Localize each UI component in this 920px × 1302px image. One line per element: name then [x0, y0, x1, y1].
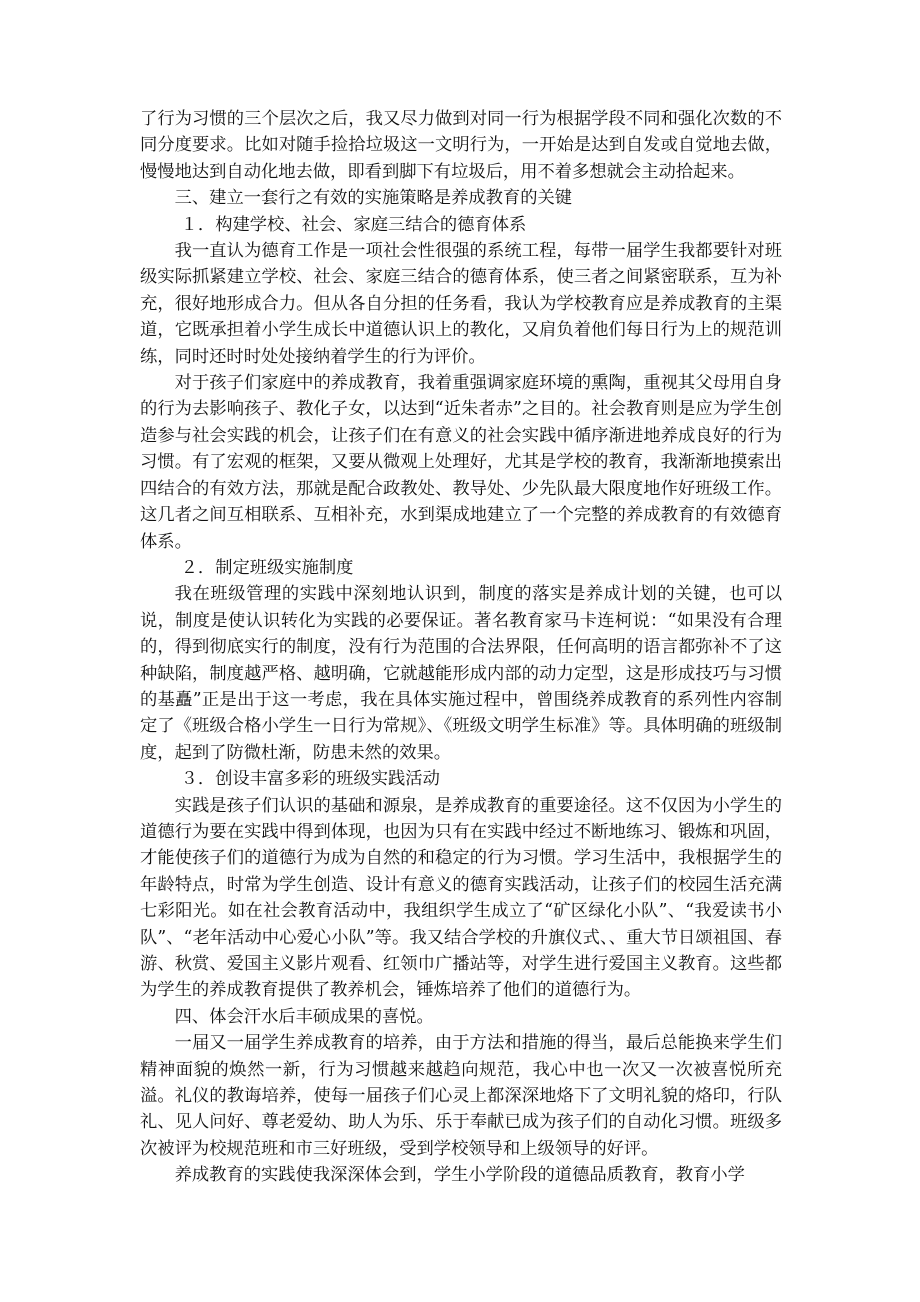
body-paragraph: 对于孩子们家庭中的养成教育，我着重强调家庭环境的熏陶，重视其父母用自身的行为去影响孩子、教化子女，以达到“近朱者赤”之目的。社会教育则是应为学生创造参与社会实践的机会，让孩子们在有意义的社会实践中循序渐进地养成良好的行为习惯。有了宏观的框架，又要从微观上处理好，尤其是学校的教育，我渐渐地摸索出四结合的有效方法，那就是配合政教处、教导处、少先队最大限度地作好班级工作。这几者之间互相联系、互相补充，水到渠成地建立了一个完整的养成教育的有效德育体系。 — [140, 373, 782, 552]
subheading-three: ３．创设丰富多彩的班级实践活动 — [180, 769, 440, 790]
body-paragraph: 一届又一届学生养成教育的培养，由于方法和措施的得当，最后总能换来学生们精神面貌的焕然一新，行为习惯越来越趋向规范，我心中也一次又一次被喜悦所充溢。礼仪的教诲培养，使每一届孩子们心灵上都深深地烙下了文明礼貌的烙印，行队礼、见人问好、尊老爱幼、助人为乐、乐于奉献已成为孩子们的自动化习惯。班级多次被评为校规范班和市三好班级，受到学校领导和上级领导的好评。 — [140, 1033, 782, 1159]
continuation-paragraph: 了行为习惯的三个层次之后，我又尽力做到对同一行为根据学段不同和强化次数的不同分度要求。比如对随手捡拾垃圾这一文明行为，一开始是达到自发或自觉地去做，慢慢地达到自动化地去做，即看到脚下有垃圾后，用不着多想就会主动拾起来。 — [140, 109, 782, 182]
body-paragraph: 我在班级管理的实践中深刻地认识到，制度的落实是养成计划的关键，也可以说，制度是使认识转化为实践的必要保证。著名教育家马卡连柯说：“如果没有合理的，得到彻底实行的制度，没有行为范围的合法界限，任何高明的语言都弥补不了这种缺陷，制度越严格、越明确，它就越能形成内部的动力定型，这是形成技巧与习惯的基矗”正是出于这一考虑，我在具体实施过程中，曾围绕养成教育的系列性内容制定了《班级合格小学生一日行为常规》、《班级文明学生标准》等。具体明确的班级制度，起到了防微杜渐，防患未然的效果。 — [140, 584, 782, 763]
document-body — [140, 106, 782, 1189]
body-paragraph: 我一直认为德育工作是一项社会性很强的系统工程，每带一届学生我都要针对班级实际抓紧建立学校、社会、家庭三结合的德育体系，使三者之间紧密联系，互为补充，很好地形成合力。但从各自分担的任务看，我认为学校教育应是养成教育的主渠道，它既承担着小学生成长中道德认识上的教化，又肩负着他们每日行为上的规范训练，同时还时时处处接纳着学生的行为评价。 — [140, 241, 782, 367]
body-paragraph: 养成教育的实践使我深深体会到，学生小学阶段的道德品质教育，教育小学 — [174, 1165, 745, 1186]
subheading-two: ２．制定班级实施制度 — [180, 557, 354, 578]
subheading-one: １．构建学校、社会、家庭三结合的德育体系 — [180, 214, 527, 235]
section-heading-four: 四、体会汗水后丰硕成果的喜悦。 — [174, 1006, 434, 1027]
body-paragraph: 实践是孩子们认识的基础和源泉，是养成教育的重要途径。这不仅因为小学生的道德行为要在实践中得到体现，也因为只有在实践中经过不断地练习、锻炼和巩固，才能使孩子们的道德行为成为自然的和稳定的行为习惯。学习生活中，我根据学生的年龄特点，时常为学生创造、设计有意义的德育实践活动，让孩子们的校园生活充满七彩阳光。如在社会教育活动中，我组织学生成立了“矿区绿化小队”、“我爱读书小队”、“老年活动中心爱心小队”等。我又结合学校的升旗仪式、、重大节日颂祖国、春游、秋赏、爱国主义影片观看、红领巾广播站等，对学生进行爱国主义教育。这些都为学生的养成教育提供了教养机会，锤炼培养了他们的道德行为。 — [140, 795, 782, 1001]
section-heading-three: 三、建立一套行之有效的实施策略是养成教育的关键 — [174, 188, 573, 209]
